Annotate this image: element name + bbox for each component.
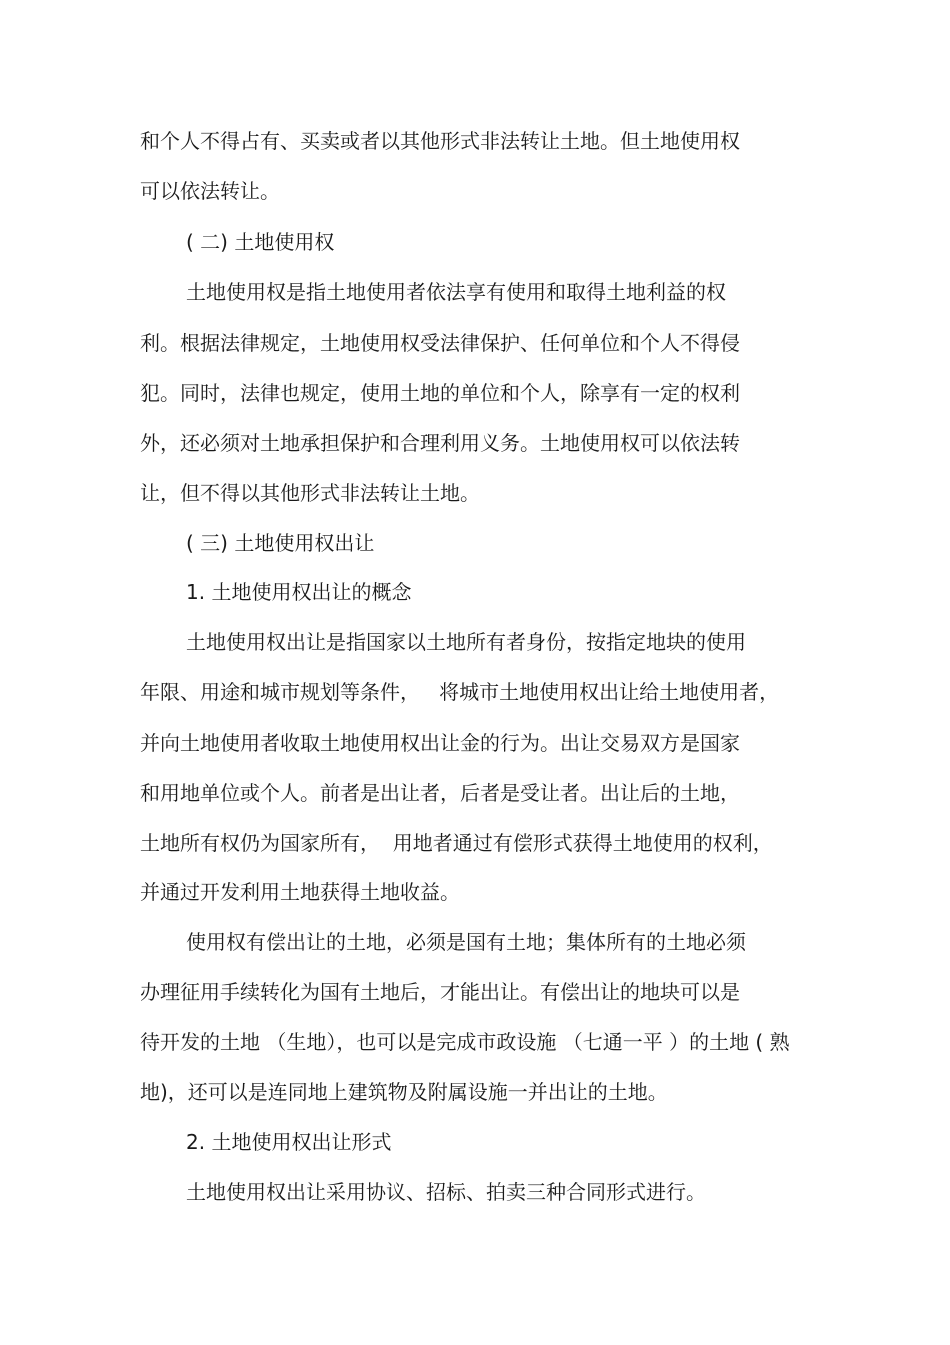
text-line: 让，但不得以其他形式非法转让土地。: [140, 481, 480, 505]
paragraph-first-line: 使用权有偿出让的土地，必须是国有土地；集体所有的土地必须: [186, 930, 746, 954]
text-line: 待开发的土地 （生地），也可以是完成市政设施 （七通一平 ）的土地 ( 熟: [140, 1030, 790, 1054]
text-line: 可以依法转让。: [140, 179, 280, 203]
paragraph-first-line: 土地使用权是指土地使用者依法享有使用和取得土地利益的权: [186, 280, 726, 304]
section-heading: ( 三) 土地使用权出让: [186, 531, 375, 555]
subsection-heading: 1. 土地使用权出让的概念: [186, 580, 412, 604]
text-line: 地)，还可以是连同地上建筑物及附属设施一并出让的土地。: [140, 1080, 668, 1104]
text-line: 办理征用手续转化为国有土地后，才能出让。有偿出让的地块可以是: [140, 980, 740, 1004]
text-line: 并通过开发利用土地获得土地收益。: [140, 880, 460, 904]
text-line: 土地所有权仍为国家所有， 用地者通过有偿形式获得土地使用的权利，: [140, 831, 773, 855]
text-line: 外，还必须对土地承担保护和合理利用义务。土地使用权可以依法转: [140, 431, 740, 455]
subsection-heading: 2. 土地使用权出让形式: [186, 1130, 392, 1154]
text-line: 年限、用途和城市规划等条件， 将城市土地使用权出让给土地使用者，: [140, 680, 780, 704]
text-line: 和用地单位或个人。前者是出让者，后者是受让者。出让后的土地，: [140, 781, 740, 805]
section-heading: ( 二) 土地使用权: [186, 230, 335, 254]
text-line: 并向土地使用者收取土地使用权出让金的行为。出让交易双方是国家: [140, 731, 740, 755]
text-line: 犯。同时，法律也规定，使用土地的单位和个人，除享有一定的权利: [140, 381, 740, 405]
paragraph-first-line: 土地使用权出让采用协议、招标、拍卖三种合同形式进行。: [186, 1180, 706, 1204]
text-line: 利。根据法律规定，土地使用权受法律保护、任何单位和个人不得侵: [140, 331, 740, 355]
text-line: 和个人不得占有、买卖或者以其他形式非法转让土地。但土地使用权: [140, 129, 740, 153]
paragraph-first-line: 土地使用权出让是指国家以土地所有者身份，按指定地块的使用: [186, 630, 746, 654]
